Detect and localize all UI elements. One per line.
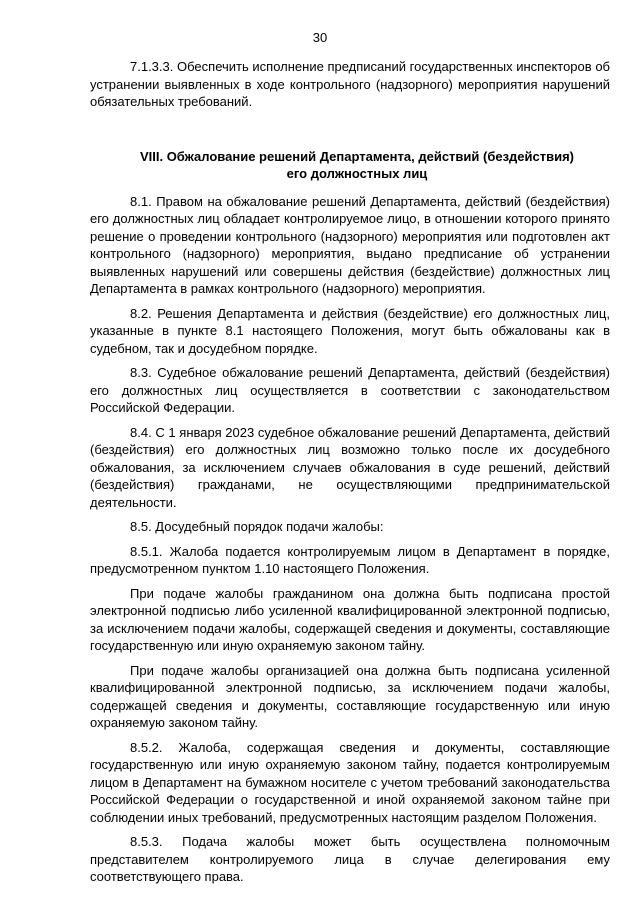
paragraph-8-3: 8.3. Судебное обжалование решений Департамента, действий (бездействия) его должностных лиц осуществляется в соответствии с законодательством Российской Федерации. [90, 365, 610, 415]
paragraph-organization-signature: При подаче жалобы организацией она должна быть подписана усиленной квалифицированной электронной подписью, за исключением подачи жалобы, содержащей сведения и документы, составляющие государственную или иную охраняемую законом тайну. [90, 662, 610, 730]
section-heading-line-1: VIII. Обжалование решений Департамента, действий (бездействия) [139, 148, 575, 164]
section-heading [90, 148, 610, 183]
intro-paragraph: 7.1.3.3. Обеспечить исполнение предписаний государственных инспекторов об устранении выявленных в ходе контрольного (надзорного) мероприятия нарушений обязательных требований. [90, 59, 610, 109]
document-body [90, 58, 610, 893]
paragraph-8-4: 8.4. С 1 января 2023 судебное обжалование решений Департамента, действий (бездействия) его должностных лиц возможно только после их досудебного обжалования, за исключением случаев обжалования в суде решений, действий (бездействия) гражданами, не осуществляющими предпринимательской деятельности. [90, 424, 610, 510]
page-number: 30 [312, 30, 328, 45]
paragraph-8-2: 8.2. Решения Департамента и действия (бездействие) его должностных лиц, указанные в пункте 8.1 настоящего Положения, могут быть обжалованы как в судебном, так и досудебном порядке. [90, 305, 610, 356]
paragraph-8-5-1: 8.5.1. Жалоба подается контролируемым лицом в Департамент в порядке, предусмотренном пунктом 1.10 настоящего Положения. [90, 543, 610, 576]
section-heading-line-2: его должностных лиц [286, 166, 428, 181]
paragraph-8-1: 8.1. Правом на обжалование решений Департамента, действий (бездействия) его должностных лиц обладает контролируемое лицо, в отношении которого принято решение о проведении контрольного (надзорного) мероприятия или подготовлен акт контрольного (надзорного) мероприятия, выдано предписание об устранении выявленных нарушений или совершены действия (бездействие) должностных лиц Департамента в рамках контрольного (надзорного) мероприятия. [90, 193, 610, 296]
paragraph-8-5-3: 8.5.3. Подача жалобы может быть осуществлена полномочным представителем контролируемого лица в случае делегирования ему соответствующего права. [90, 834, 610, 884]
paragraph-8-5-2: 8.5.2. Жалоба, содержащая сведения и документы, составляющие государственную или иную охраняемую законом тайну, подается контролируемым лицом в Департамент на бумажном носителе с учетом требований законодательства Российской Федерации о государственной и иной охраняемой законом тайне при соблюдении иных требований, предусмотренных настоящим разделом Положения. [90, 739, 610, 825]
paragraph-citizen-signature: При подаче жалобы гражданином она должна быть подписана простой электронной подписью либо усиленной квалифицированной электронной подписью, за исключением подачи жалобы, содержащей сведения и документы, составляющие государственную или иную охраняемую законом тайну. [90, 585, 610, 653]
paragraph-8-5: 8.5. Досудебный порядок подачи жалобы: [130, 519, 384, 534]
